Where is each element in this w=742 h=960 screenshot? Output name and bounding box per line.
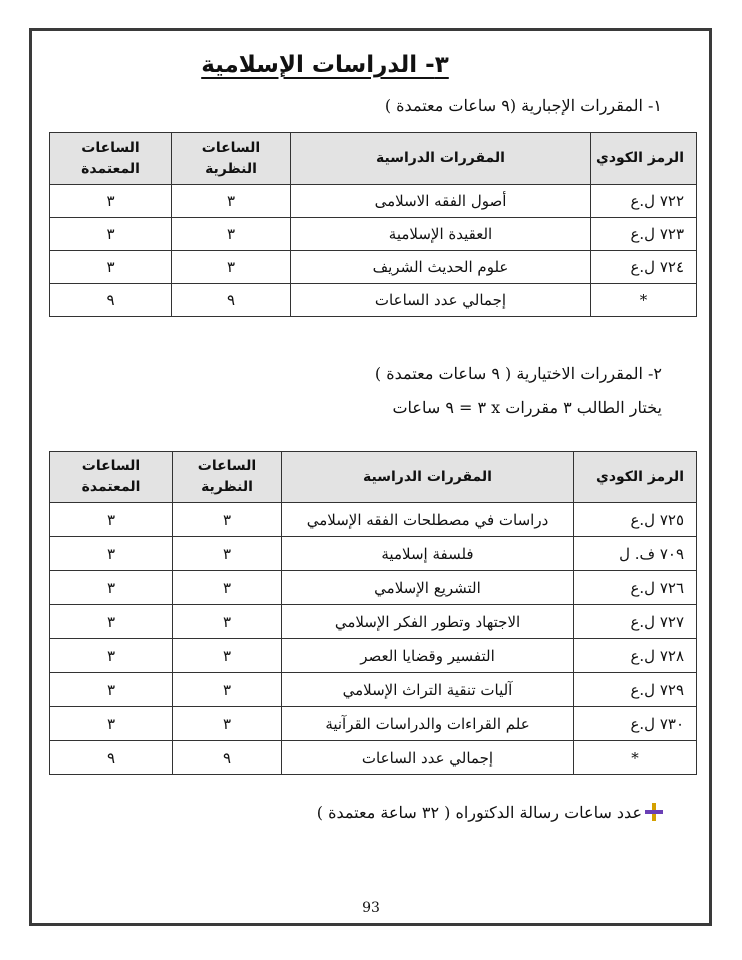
course-name: علوم الحديث الشريف (291, 251, 591, 284)
table-row (50, 639, 697, 673)
elective-heading: ٢- المقررات الاختيارية ( ٩ ساعات معتمدة ) (374, 364, 662, 383)
table-header-row (50, 452, 697, 503)
credit-hours: ٩ (50, 284, 172, 317)
compulsory-heading: ١- المقررات الإجبارية (٩ ساعات معتمدة ) (384, 96, 662, 115)
course-code: ٧٢٧ ل.ع (574, 605, 697, 639)
course-code: ٧٠٩ ف. ل (574, 537, 697, 571)
table-header-row (50, 133, 697, 185)
course-code: ٧٢٣ ل.ع (591, 218, 697, 251)
credit-hours: ٣ (50, 673, 173, 707)
credit-hours: ٣ (50, 185, 172, 218)
credit-hours: ٣ (50, 503, 173, 537)
course-code: * (591, 284, 697, 317)
table-row (50, 185, 697, 218)
table-row (50, 251, 697, 284)
credit-hours: ٣ (50, 537, 173, 571)
credit-hours: ٩ (50, 741, 173, 775)
theory-hours: ٣ (173, 503, 282, 537)
theory-hours: ٣ (172, 251, 291, 284)
course-code: ٧٣٠ ل.ع (574, 707, 697, 741)
course-code: ٧٢٩ ل.ع (574, 673, 697, 707)
course-name: أصول الفقه الاسلامى (291, 185, 591, 218)
elective-rule: يختار الطالب ٣ مقررات x ٣ = ٩ ساعات (392, 398, 662, 417)
page-number: 93 (362, 900, 380, 916)
theory-hours: ٣ (173, 537, 282, 571)
course-name: إجمالي عدد الساعات (282, 741, 574, 775)
credit-hours: ٣ (50, 639, 173, 673)
section-title: ٣- الدراسات الإسلامية (201, 52, 449, 78)
course-code: ٧٢٨ ل.ع (574, 639, 697, 673)
table-row (50, 673, 697, 707)
theory-hours: ٣ (173, 605, 282, 639)
theory-hours: ٣ (172, 218, 291, 251)
elective-courses-table (49, 451, 697, 775)
dissertation-note-text: عدد ساعات رسالة الدكتوراه ( ٣٢ ساعة معتمدة ) (316, 802, 642, 822)
total-row (50, 741, 697, 775)
compulsory-courses-table (49, 132, 697, 317)
table-row (50, 503, 697, 537)
theory-hours: ٣ (173, 673, 282, 707)
theory-hours: ٣ (173, 571, 282, 605)
course-code: ٧٢٤ ل.ع (591, 251, 697, 284)
plus-bullet-icon (644, 802, 664, 822)
credit-hours: ٣ (50, 707, 173, 741)
course-name: دراسات في مصطلحات الفقه الإسلامي (282, 503, 574, 537)
course-name: التشريع الإسلامي (282, 571, 574, 605)
theory-hours: ٣ (173, 707, 282, 741)
theory-hours: ٣ (172, 185, 291, 218)
theory-hours: ٣ (173, 639, 282, 673)
dissertation-note (317, 802, 664, 822)
course-name: علم القراءات والدراسات القرآنية (282, 707, 574, 741)
course-name: التفسير وقضايا العصر (282, 639, 574, 673)
credit-hours: ٣ (50, 571, 173, 605)
theory-hours: ٩ (172, 284, 291, 317)
course-name: العقيدة الإسلامية (291, 218, 591, 251)
credit-hours: ٣ (50, 251, 172, 284)
course-name: الاجتهاد وتطور الفكر الإسلامي (282, 605, 574, 639)
theory-hours: ٩ (173, 741, 282, 775)
course-name: فلسفة إسلامية (282, 537, 574, 571)
course-name: إجمالي عدد الساعات (291, 284, 591, 317)
header-credit: الساعات المعتمدة (50, 133, 172, 185)
credit-hours: ٣ (50, 218, 172, 251)
header-course: المقررات الدراسية (282, 452, 574, 503)
table-row (50, 707, 697, 741)
course-name: آليات تنقية التراث الإسلامي (282, 673, 574, 707)
table-row (50, 571, 697, 605)
course-code: * (574, 741, 697, 775)
course-code: ٧٢٥ ل.ع (574, 503, 697, 537)
table-row (50, 605, 697, 639)
table-row (50, 218, 697, 251)
header-credit: الساعات المعتمدة (50, 452, 173, 503)
header-theory: الساعات النظرية (173, 452, 282, 503)
header-course: المقررات الدراسية (291, 133, 591, 185)
course-code: ٧٢٦ ل.ع (574, 571, 697, 605)
course-code: ٧٢٢ ل.ع (591, 185, 697, 218)
credit-hours: ٣ (50, 605, 173, 639)
header-code: الرمز الكودي (574, 452, 697, 503)
header-theory: الساعات النظرية (172, 133, 291, 185)
total-row (50, 284, 697, 317)
table-row (50, 537, 697, 571)
header-code: الرمز الكودي (591, 133, 697, 185)
